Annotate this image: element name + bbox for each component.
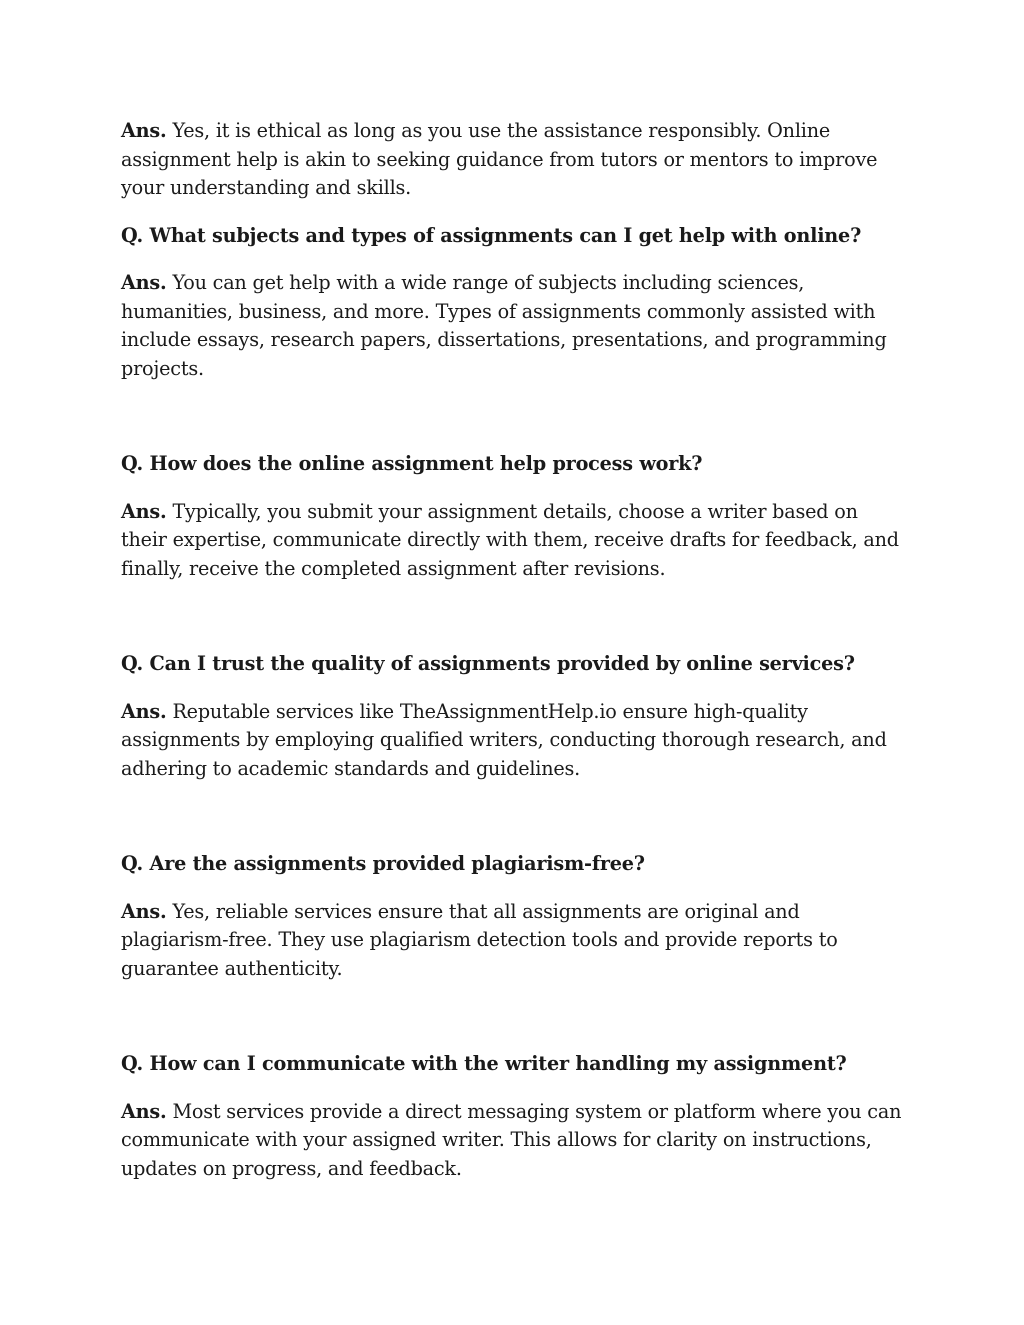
- answer-label: Ans.: [121, 499, 167, 523]
- question-heading: Q. Can I trust the quality of assignments provided by online services?: [121, 652, 855, 675]
- answer-text: [121, 898, 904, 984]
- answer-body: Yes, it is ethical as long as you use the assistance responsibly. Online assignment help is akin to seeking guidance from tutors or mentors to improve your understanding and skills.: [121, 119, 878, 199]
- answer-body: Typically, you submit your assignment details, choose a writer based on their expertise, communicate directly with them, receive drafts for feedback, and finally, receive the completed assignment after revisions.: [121, 499, 899, 580]
- question-heading: Q. Are the assignments provided plagiarism-free?: [121, 852, 645, 875]
- faq-item: [121, 1050, 904, 1183]
- faq-item: [121, 117, 904, 203]
- answer-label: Ans.: [121, 899, 167, 923]
- question-heading: Q. How does the online assignment help process work?: [121, 452, 703, 475]
- answer-text: [121, 698, 904, 784]
- faq-item: [121, 450, 904, 583]
- faq-item: [121, 650, 904, 783]
- answer-body: Reputable services like TheAssignmentHelp.io ensure high-quality assignments by employing qualified writers, conducting thorough research, and adhering to academic standards and guidelines.: [121, 699, 887, 780]
- question-heading: Q. What subjects and types of assignments can I get help with online?: [121, 223, 862, 247]
- answer-text: [121, 117, 904, 203]
- answer-label: Ans.: [121, 119, 167, 142]
- answer-body: Yes, reliable services ensure that all assignments are original and plagiarism-free. They use plagiarism detection tools and provide reports to guarantee authenticity.: [121, 899, 838, 980]
- answer-text: [121, 1098, 904, 1184]
- faq-item: [121, 222, 904, 384]
- answer-text: [121, 269, 904, 383]
- answer-label: Ans.: [121, 699, 167, 723]
- answer-body: Most services provide a direct messaging system or platform where you can communicate with your assigned writer. This allows for clarity on instructions, updates on progress, and feedback.: [121, 1099, 902, 1180]
- answer-label: Ans.: [121, 271, 167, 294]
- question-heading: Q. How can I communicate with the writer handling my assignment?: [121, 1052, 847, 1075]
- answer-label: Ans.: [121, 1099, 167, 1123]
- faq-item: [121, 850, 904, 983]
- answer-text: [121, 498, 904, 584]
- answer-body: You can get help with a wide range of subjects including sciences, humanities, business, and more. Types of assignments commonly assisted with include essays, research papers, dissertations, presentations, and programming projects.: [121, 271, 887, 380]
